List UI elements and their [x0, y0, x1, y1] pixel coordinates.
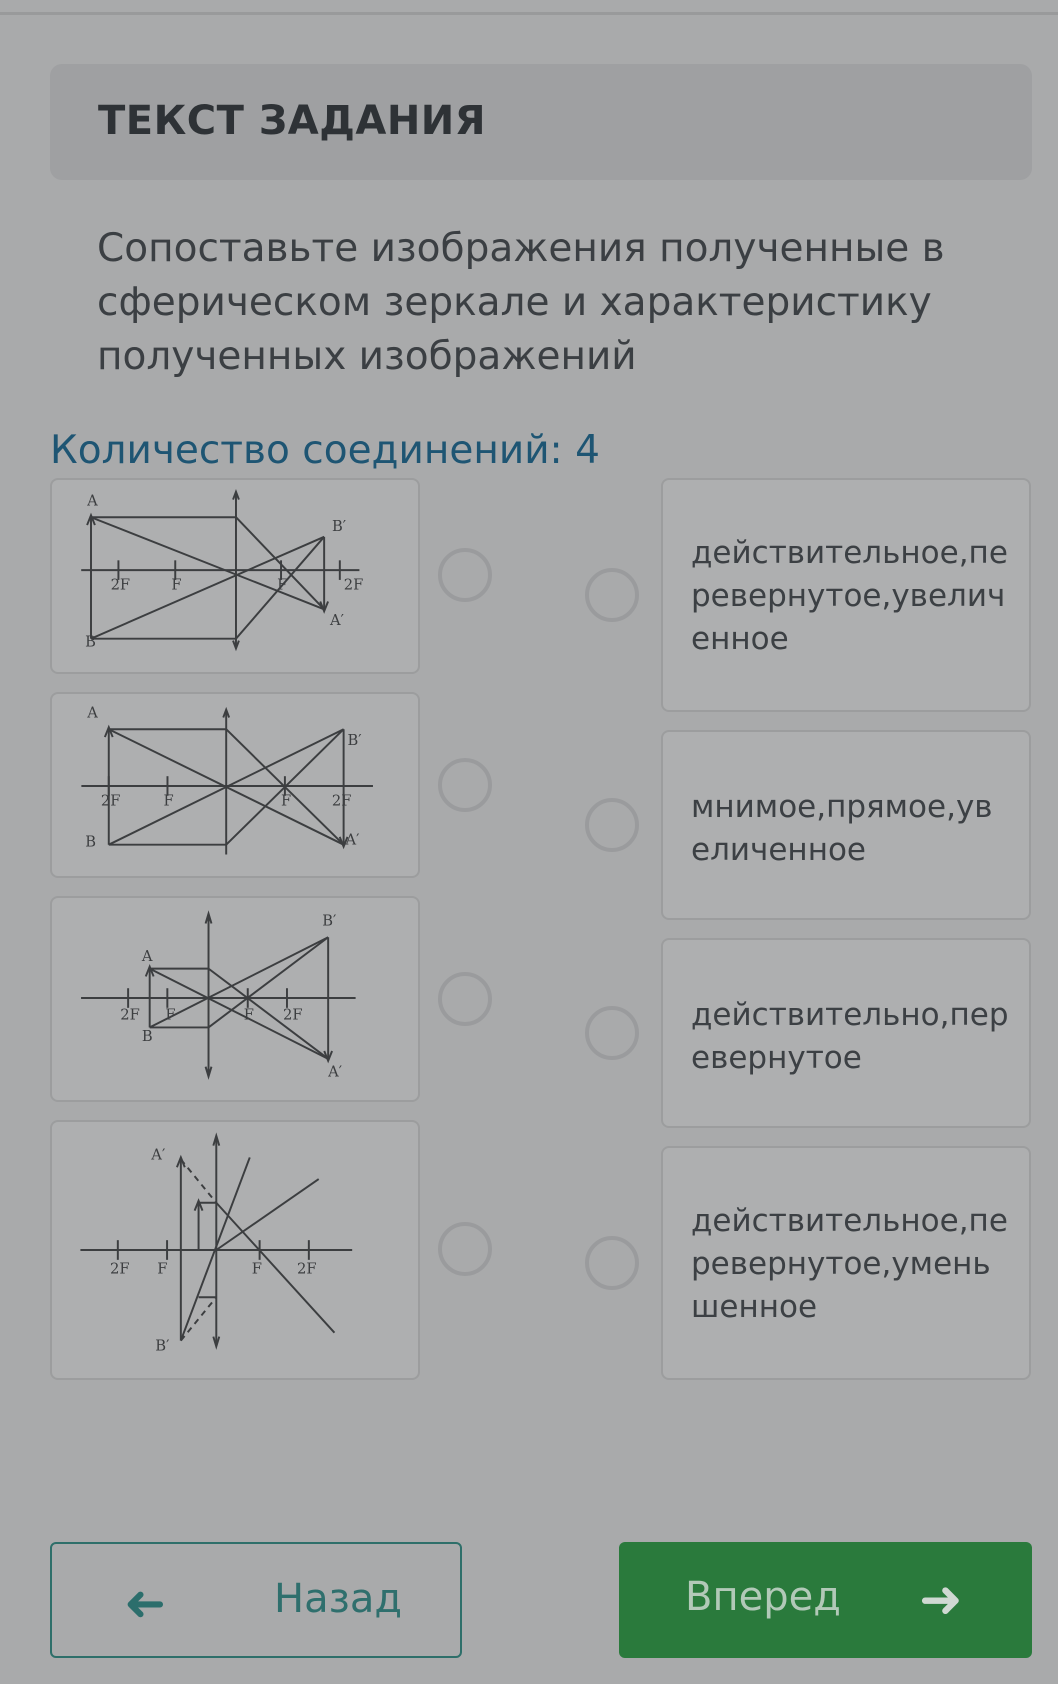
task-header [50, 64, 1032, 180]
diagram-4-label-2f-left: 2F [109, 1260, 130, 1278]
answer-4-text: действительное,перевернутое,уменьшенное [691, 1203, 1008, 1325]
next-button-label: Вперед [685, 1574, 841, 1620]
answer-2-text: мнимое,прямое,увеличенное [691, 789, 993, 868]
diagram-4-label-a-prime: A′ [151, 1146, 166, 1164]
ray-diagram-4 [52, 1122, 418, 1378]
diagram-1-label-a: A [87, 492, 98, 510]
answer-card-1[interactable] [661, 478, 1031, 712]
next-button[interactable] [619, 1542, 1032, 1658]
diagram-3-label-b-prime: B′ [322, 912, 337, 930]
diagram-card-4[interactable] [50, 1120, 420, 1380]
diagram-2-label-b: B [85, 833, 97, 851]
arrow-left-icon: ➜ [124, 1574, 166, 1632]
ray-diagram-2 [52, 694, 418, 876]
diagram-2-label-2f-left: 2F [100, 792, 121, 810]
task-header-title: ТЕКСТ ЗАДАНИЯ [98, 98, 487, 144]
diagram-4-label-f-left: F [157, 1260, 168, 1278]
answer-4-radio[interactable] [585, 1236, 639, 1290]
diagram-2-label-a-prime: A′ [345, 831, 360, 849]
diagram-4-radio[interactable] [438, 1222, 492, 1276]
diagram-2-label-b-prime: B′ [347, 731, 362, 749]
diagram-1-label-2f-right: 2F [343, 576, 364, 594]
answer-3-text: действительно,перевернутое [691, 997, 1009, 1076]
diagram-2-label-a: A [87, 704, 98, 722]
diagram-3-label-f-left: F [165, 1006, 176, 1024]
diagram-2-radio[interactable] [438, 758, 492, 812]
diagram-3-label-a-prime: A′ [328, 1063, 343, 1081]
task-text: Сопоставьте изображения полученные в сферическом зеркале и характеристику полученных изображений [97, 226, 945, 379]
diagram-2-label-f-left: F [163, 792, 174, 810]
diagram-card-3[interactable] [50, 896, 420, 1102]
answer-1-text: действительное,перевернутое,увеличенное [691, 535, 1008, 657]
diagram-1-label-b-prime: B′ [331, 517, 347, 535]
diagram-1-label-a-prime: A′ [330, 611, 344, 629]
diagram-3-label-a: A [141, 947, 153, 965]
answer-3-radio[interactable] [585, 1006, 639, 1060]
diagram-1-label-f-left: F [171, 576, 182, 594]
diagram-2-label-f-right: F [280, 792, 292, 810]
diagram-card-2[interactable] [50, 692, 420, 878]
diagram-4-label-2f-right: 2F [297, 1260, 317, 1278]
diagram-3-label-2f-left: 2F [120, 1006, 140, 1024]
answer-card-2[interactable] [661, 730, 1031, 920]
diagram-3-label-b: B [141, 1028, 153, 1046]
diagram-3-radio[interactable] [438, 972, 492, 1026]
diagram-1-label-b: B [85, 633, 96, 651]
diagram-4-label-f-right: F [251, 1260, 262, 1278]
answer-2-radio[interactable] [585, 798, 639, 852]
diagram-card-1[interactable] [50, 478, 420, 674]
diagram-3-label-2f-right: 2F [283, 1006, 303, 1024]
connections-count: Количество соединений: 4 [50, 428, 600, 473]
answer-card-4[interactable] [661, 1146, 1031, 1380]
answer-card-3[interactable] [661, 938, 1031, 1128]
diagram-1-radio[interactable] [438, 548, 492, 602]
diagram-4-label-b-prime: B′ [155, 1337, 170, 1355]
ray-diagram-3 [52, 898, 418, 1100]
diagram-1-label-f-right: F [277, 576, 288, 594]
ray-diagram-1 [52, 480, 418, 672]
back-button[interactable] [50, 1542, 462, 1658]
back-button-label: Назад [274, 1576, 403, 1622]
diagram-2-label-2f-right: 2F [331, 792, 352, 810]
top-divider [0, 12, 1058, 15]
answer-1-radio[interactable] [585, 568, 639, 622]
diagram-1-label-2f-left: 2F [110, 576, 131, 594]
arrow-right-icon: ➜ [919, 1570, 963, 1630]
diagram-3-label-f-right: F [243, 1006, 255, 1024]
